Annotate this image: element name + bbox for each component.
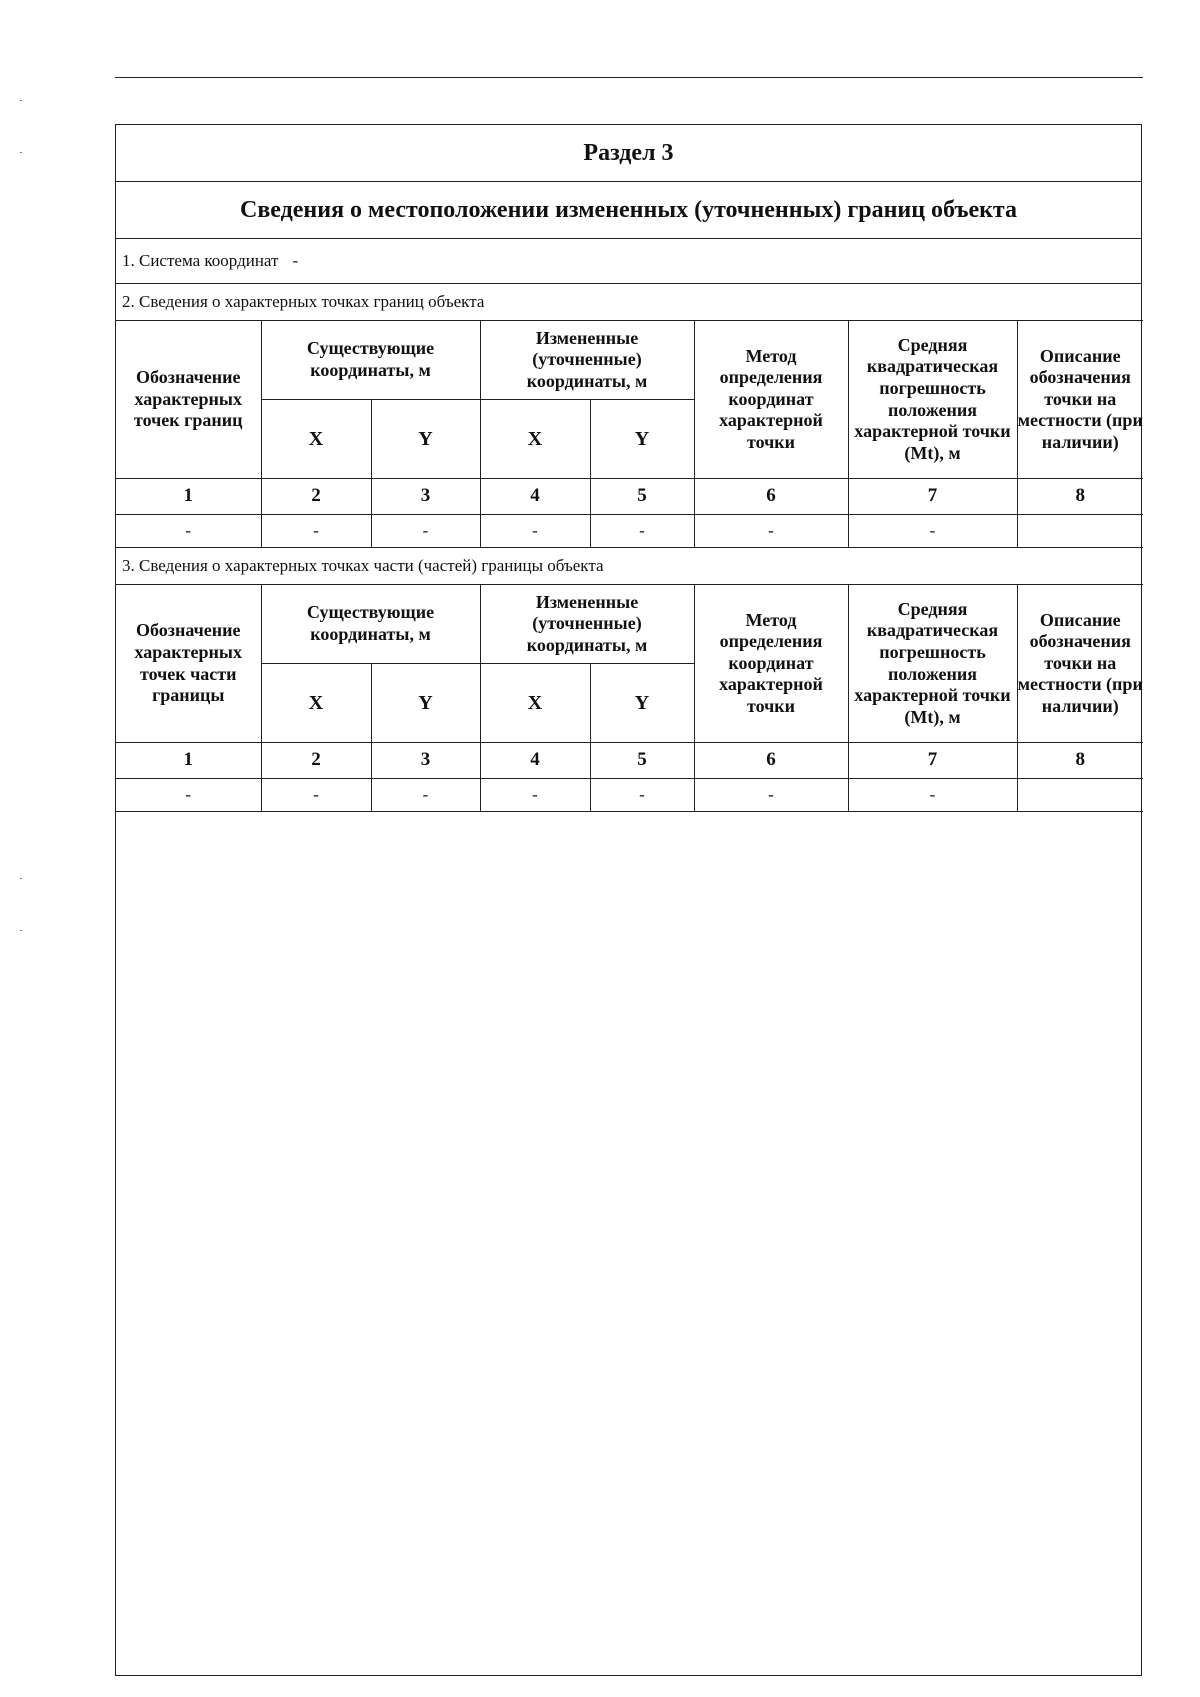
- boundary-part-points-table: [116, 584, 1143, 812]
- header-method: Метод определения координат характерной точки: [694, 321, 848, 479]
- column-numbers-row: [116, 479, 1143, 515]
- column-number: 6: [694, 743, 848, 779]
- table2-caption: 3. Сведения о характерных точках части (частей) границы объекта: [122, 556, 604, 575]
- header-existing-coords: Существующие координаты, м: [261, 585, 480, 664]
- table-cell: [1017, 515, 1143, 548]
- scan-speck: [20, 930, 22, 931]
- header-description: Описание обозначения точки на местности (при наличии): [1017, 585, 1143, 743]
- table-cell: -: [848, 515, 1017, 548]
- column-numbers-row: [116, 743, 1143, 779]
- header-changed-x: X: [480, 664, 590, 743]
- coord-system-row: [116, 239, 1141, 284]
- column-number: 8: [1017, 743, 1143, 779]
- table-cell: -: [848, 779, 1017, 812]
- table-row: [116, 515, 1143, 548]
- header-existing-x: X: [261, 664, 371, 743]
- table-cell: -: [590, 779, 694, 812]
- header-mean-error: Средняя квадратическая погрешность положения характерной точки (Mt), м: [848, 321, 1017, 479]
- column-number: 2: [261, 479, 371, 515]
- table-cell: -: [694, 779, 848, 812]
- table-cell: -: [480, 515, 590, 548]
- header-existing-y: Y: [371, 400, 480, 479]
- header-existing-x: X: [261, 400, 371, 479]
- column-number: 6: [694, 479, 848, 515]
- header-changed-y: Y: [590, 664, 694, 743]
- header-description: Описание обозначения точки на местности (при наличии): [1017, 321, 1143, 479]
- column-number: 7: [848, 743, 1017, 779]
- header-changed-coords: Измененные (уточненные) координаты, м: [480, 321, 694, 400]
- column-number: 8: [1017, 479, 1143, 515]
- table-cell: -: [694, 515, 848, 548]
- header-changed-y: Y: [590, 400, 694, 479]
- table-cell: -: [371, 779, 480, 812]
- scan-speck: [20, 878, 22, 879]
- column-number: 7: [848, 479, 1017, 515]
- scan-speck: [20, 100, 22, 101]
- table-row: [116, 779, 1143, 812]
- coord-system-label: 1. Система координат: [122, 251, 279, 270]
- column-number: 1: [116, 479, 261, 515]
- column-number: 5: [590, 743, 694, 779]
- section-frame: [115, 124, 1142, 1676]
- table-cell: -: [590, 515, 694, 548]
- column-number: 3: [371, 479, 480, 515]
- header-changed-coords: Измененные (уточненные) координаты, м: [480, 585, 694, 664]
- column-number: 4: [480, 743, 590, 779]
- column-number: 5: [590, 479, 694, 515]
- table-cell: -: [116, 515, 261, 548]
- column-number: 4: [480, 479, 590, 515]
- header-existing-coords: Существующие координаты, м: [261, 321, 480, 400]
- header-mean-error: Средняя квадратическая погрешность положения характерной точки (Mt), м: [848, 585, 1017, 743]
- table-cell: -: [371, 515, 480, 548]
- table-cell: -: [261, 515, 371, 548]
- header-designation: Обозначение характерных точек части границы: [116, 585, 261, 743]
- header-method: Метод определения координат характерной точки: [694, 585, 848, 743]
- top-rule: [115, 77, 1143, 78]
- boundary-points-table: [116, 320, 1143, 548]
- table-cell: -: [261, 779, 371, 812]
- header-existing-y: Y: [371, 664, 480, 743]
- scan-speck: [20, 152, 22, 153]
- section-title: Раздел 3: [116, 125, 1141, 182]
- header-changed-x: X: [480, 400, 590, 479]
- table-cell: [1017, 779, 1143, 812]
- table-cell: -: [480, 779, 590, 812]
- table1-caption: 2. Сведения о характерных точках границ объекта: [122, 292, 485, 311]
- section-subtitle: Сведения о местоположении измененных (уточненных) границ объекта: [116, 182, 1141, 239]
- column-number: 3: [371, 743, 480, 779]
- column-number: 1: [116, 743, 261, 779]
- table-cell: -: [116, 779, 261, 812]
- header-designation: Обозначение характерных точек границ: [116, 321, 261, 479]
- column-number: 2: [261, 743, 371, 779]
- coord-system-value: -: [292, 251, 299, 270]
